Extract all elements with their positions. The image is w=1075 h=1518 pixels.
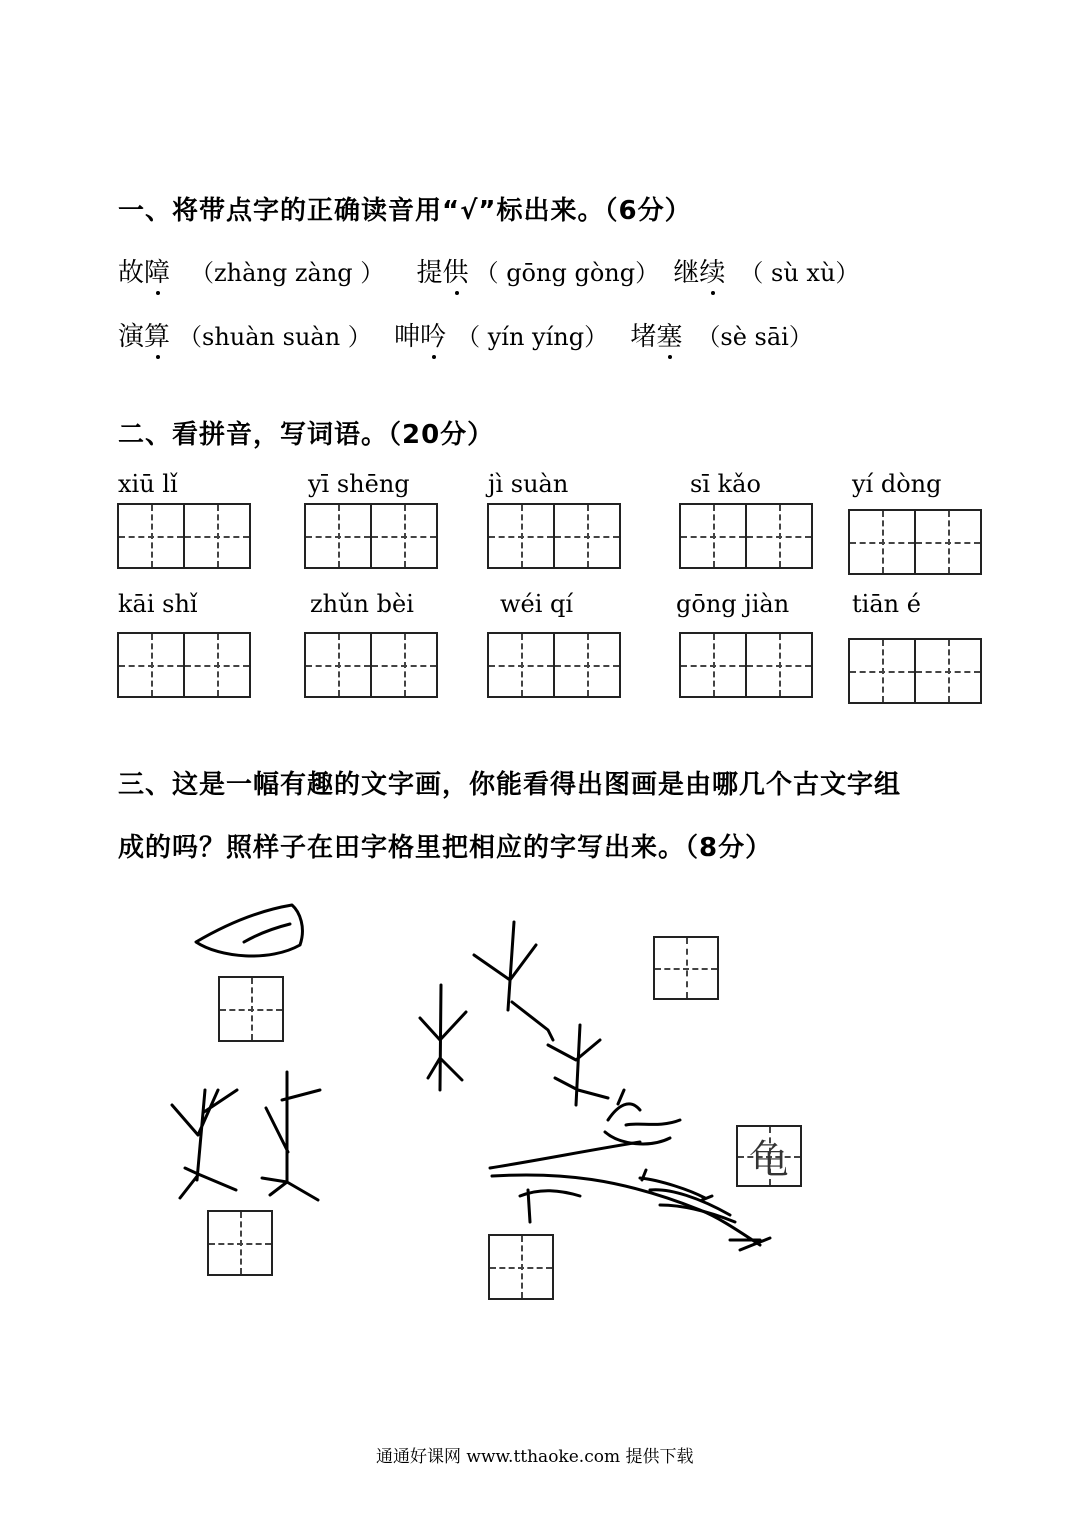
word-item [630, 316, 682, 353]
section1-line2 [118, 316, 813, 353]
section1-heading: 一、将带点字的正确读音用“√”标出来。（6分） [118, 196, 692, 226]
writing-grid[interactable] [218, 976, 284, 1042]
emphasis-dot [432, 355, 436, 359]
pinyin-label: wéi qí [500, 590, 574, 618]
deer-drawing [605, 1090, 680, 1144]
writing-grid[interactable] [848, 509, 982, 575]
word-item [394, 316, 446, 353]
example-character: 龟 [749, 1136, 789, 1183]
pinyin-label: xiū lǐ [118, 470, 178, 498]
writing-grid[interactable] [487, 503, 621, 569]
footer-credit: 通通好课网 www.tthaoke.com 提供下载 [376, 1447, 694, 1467]
word-text: 提供 [416, 258, 469, 288]
word-text: 堵塞 [630, 322, 683, 352]
word-item [417, 252, 469, 289]
section3-heading-line1: 三、这是一幅有趣的文字画，你能看得出图画是由哪几个古文字组 [118, 770, 902, 800]
pinyin-label: gōng jiàn [676, 590, 790, 618]
pinyin-options: （ sù xù） [739, 259, 860, 287]
pinyin-label: jì suàn [488, 470, 569, 498]
example-grid [736, 1125, 802, 1187]
emphasis-dot [711, 291, 715, 295]
pinyin-options: （ gōng gòng） [474, 259, 660, 287]
writing-grid[interactable] [117, 503, 251, 569]
word-text: 继续 [673, 258, 726, 288]
pinyin-options: （ yín yíng） [456, 323, 609, 351]
pinyin-options: （zhàng zàng ） [190, 259, 385, 287]
writing-grid[interactable] [487, 632, 621, 698]
moon-drawing [196, 905, 302, 956]
pinyin-options: （sè sāi） [696, 323, 813, 351]
writing-grid[interactable] [304, 632, 438, 698]
emphasis-dot [455, 291, 459, 295]
writing-grid[interactable] [304, 503, 438, 569]
writing-grid[interactable] [488, 1234, 554, 1300]
pinyin-options: （shuàn suàn ） [178, 323, 372, 351]
writing-grid[interactable] [653, 936, 719, 1000]
section3-heading-line2: 成的吗？照样子在田字格里把相应的字写出来。（8分） [118, 833, 773, 863]
pinyin-label: sī kǎo [690, 470, 761, 498]
tree-drawing [262, 1072, 320, 1200]
emphasis-dot [668, 355, 672, 359]
emphasis-dot [156, 355, 160, 359]
writing-grid[interactable] [679, 503, 813, 569]
pinyin-label: yí dòng [852, 470, 942, 498]
hill-drawing [490, 1142, 760, 1245]
pinyin-label: zhǔn bèi [310, 590, 414, 618]
word-text: 演算 [118, 322, 171, 352]
word-item [673, 252, 725, 289]
tree-drawing [172, 1090, 237, 1198]
tree-drawing [474, 922, 553, 1040]
pinyin-label: tiān é [852, 590, 921, 618]
pinyin-label: yī shēng [308, 470, 410, 498]
writing-grid[interactable] [207, 1210, 273, 1276]
word-item [118, 316, 170, 353]
writing-grid[interactable] [848, 638, 982, 704]
section2-heading: 二、看拼音，写词语。（20分） [118, 420, 495, 450]
word-item [118, 252, 170, 289]
writing-grid[interactable] [679, 632, 813, 698]
pinyin-label: kāi shǐ [118, 590, 198, 618]
section1-line1 [118, 252, 859, 289]
word-text: 呻吟 [394, 322, 447, 352]
writing-grid[interactable] [117, 632, 251, 698]
word-text: 故障 [118, 258, 171, 288]
tree-drawing [420, 985, 466, 1090]
tree-drawing [548, 1025, 608, 1105]
emphasis-dot [156, 291, 160, 295]
